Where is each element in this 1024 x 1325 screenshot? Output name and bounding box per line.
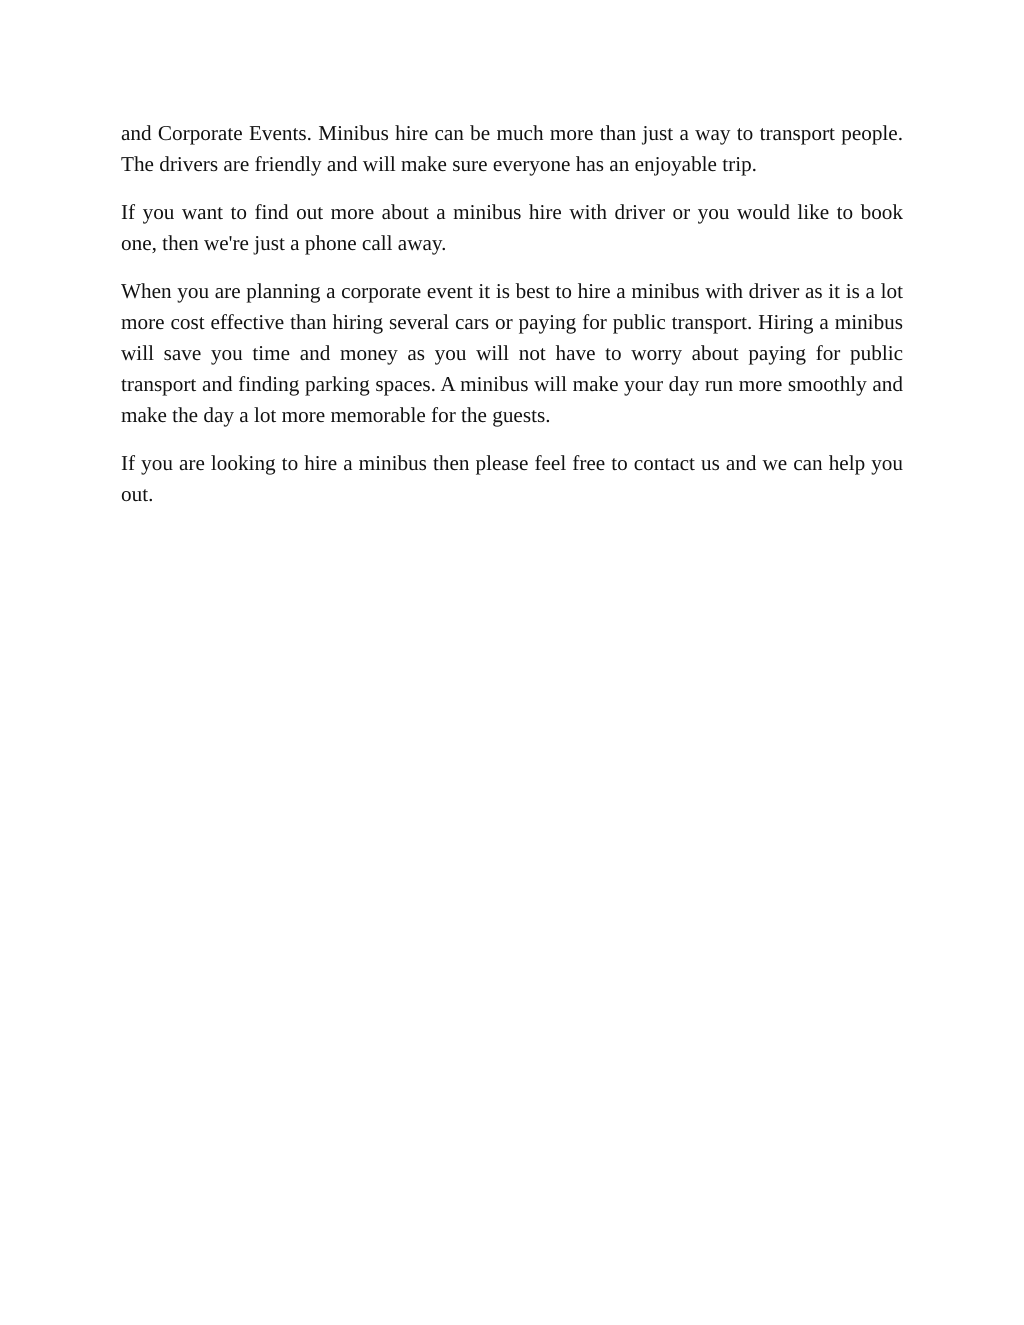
- paragraph-contact-us: If you are looking to hire a minibus then please feel free to contact us and we can help you out.: [121, 451, 903, 506]
- paragraph-planning-corporate-event: When you are planning a corporate event it is best to hire a minibus with driver as it is a lot more cost effective than hiring several cars or paying for public transport. Hiring a minibus will save you time and money as you will not have to worry about paying for public transport and finding parking spaces. A minibus will make your day run more smoothly and make the day a lot more memorable for the guests.: [121, 279, 903, 427]
- paragraph-find-out-more: If you want to find out more about a minibus hire with driver or you would like to book one, then we're just a phone call away.: [121, 200, 903, 255]
- paragraph-corporate-events: and Corporate Events. Minibus hire can be much more than just a way to transport people. The drivers are friendly and will make sure everyone has an enjoyable trip.: [121, 121, 903, 176]
- document-page: [121, 118, 903, 527]
